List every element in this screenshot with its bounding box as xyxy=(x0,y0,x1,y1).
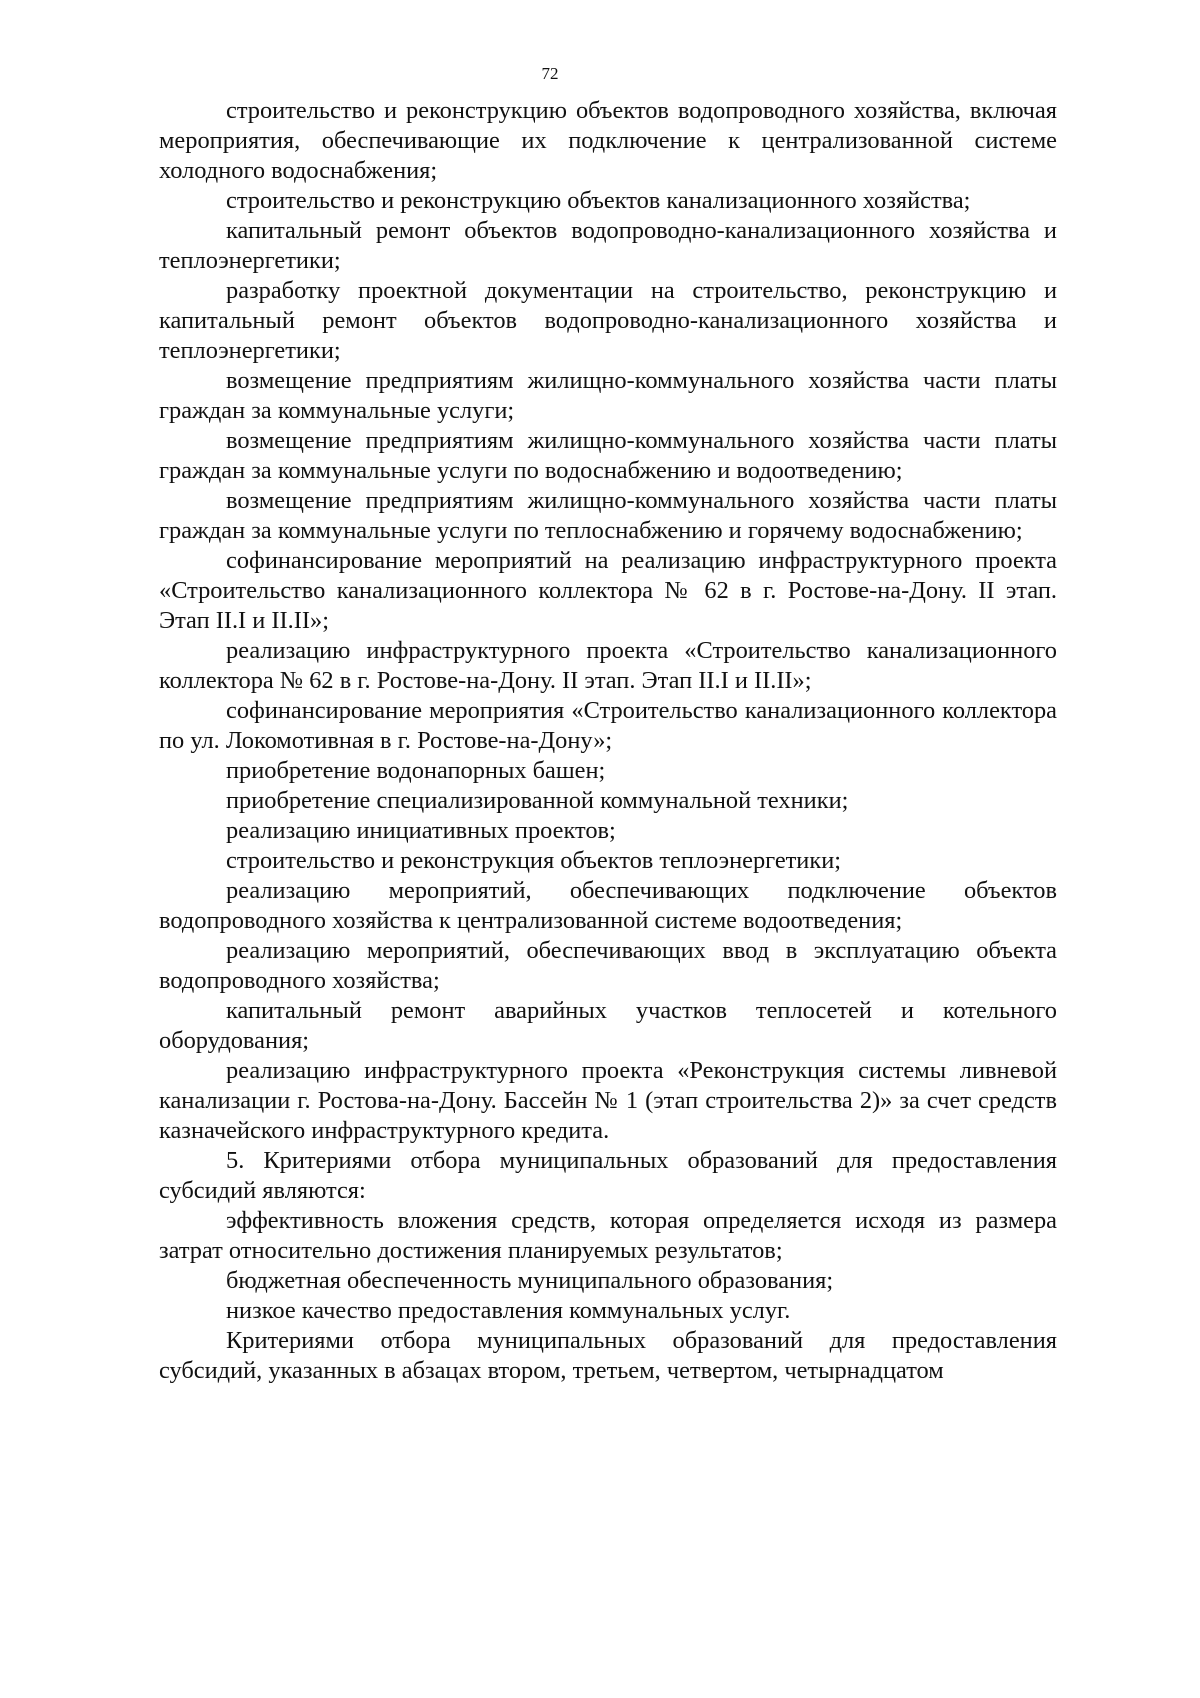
paragraph: 5. Критериями отбора муниципальных образований для предоставления субсидий являются: xyxy=(159,1147,1057,1204)
paragraph: софинансирование мероприятий на реализацию инфраструктурного проекта «Строительство канализационного коллектора № 62 в г. Ростове-на-Дону. II этап. Этап II.I и II.II»; xyxy=(159,547,1057,634)
paragraph: реализацию мероприятий, обеспечивающих ввод в эксплуатацию объекта водопроводного хозяйства; xyxy=(159,937,1057,994)
paragraph: приобретение специализированной коммунальной техники; xyxy=(226,787,849,814)
paragraph: эффективность вложения средств, которая определяется исходя из размера затрат относительно достижения планируемых результатов; xyxy=(159,1207,1057,1264)
paragraph: возмещение предприятиям жилищно-коммунального хозяйства части платы граждан за коммунальные услуги по водоснабжению и водоотведению; xyxy=(159,427,1057,484)
page-number: 72 xyxy=(541,64,559,83)
paragraph: реализацию инфраструктурного проекта «Строительство канализационного коллектора № 62 в г. Ростове-на-Дону. II этап. Этап II.I и II.II»; xyxy=(159,637,1057,694)
paragraph: строительство и реконструкцию объектов водопроводного хозяйства, включая мероприятия, обеспечивающие их подключение к централизованной системе холодного водоснабжения; xyxy=(159,97,1057,184)
document-body xyxy=(159,96,1057,1386)
paragraph: возмещение предприятиям жилищно-коммунального хозяйства части платы граждан за коммунальные услуги; xyxy=(159,367,1057,424)
paragraph: строительство и реконструкцию объектов канализационного хозяйства; xyxy=(226,187,971,214)
paragraph: строительство и реконструкция объектов теплоэнергетики; xyxy=(226,847,842,874)
paragraph: реализацию инфраструктурного проекта «Реконструкция системы ливневой канализации г. Ростова-на-Дону. Бассейн № 1 (этап строительства 2)» за счет средств казначейского инфраструктурного кредита. xyxy=(159,1057,1057,1144)
paragraph: приобретение водонапорных башен; xyxy=(226,757,606,784)
paragraph: реализацию мероприятий, обеспечивающих подключение объектов водопроводного хозяйства к централизованной системе водоотведения; xyxy=(159,877,1057,934)
paragraph: реализацию инициативных проектов; xyxy=(226,817,616,844)
paragraph: Критериями отбора муниципальных образований для предоставления субсидий, указанных в абзацах втором, третьем, четвертом, четырнадцатом xyxy=(159,1327,1057,1384)
paragraph: капитальный ремонт объектов водопроводно-канализационного хозяйства и теплоэнергетики; xyxy=(159,217,1057,274)
paragraph: разработку проектной документации на строительство, реконструкцию и капитальный ремонт объектов водопроводно-канализационного хозяйства и теплоэнергетики; xyxy=(159,277,1057,364)
paragraph: бюджетная обеспеченность муниципального образования; xyxy=(226,1267,834,1294)
paragraph: низкое качество предоставления коммунальных услуг. xyxy=(226,1297,791,1324)
paragraph: капитальный ремонт аварийных участков теплосетей и котельного оборудования; xyxy=(159,997,1057,1054)
paragraph: софинансирование мероприятия «Строительство канализационного коллектора по ул. Локомотивная в г. Ростове-на-Дону»; xyxy=(159,697,1057,754)
paragraph: возмещение предприятиям жилищно-коммунального хозяйства части платы граждан за коммунальные услуги по теплоснабжению и горячему водоснабжению; xyxy=(159,487,1057,544)
